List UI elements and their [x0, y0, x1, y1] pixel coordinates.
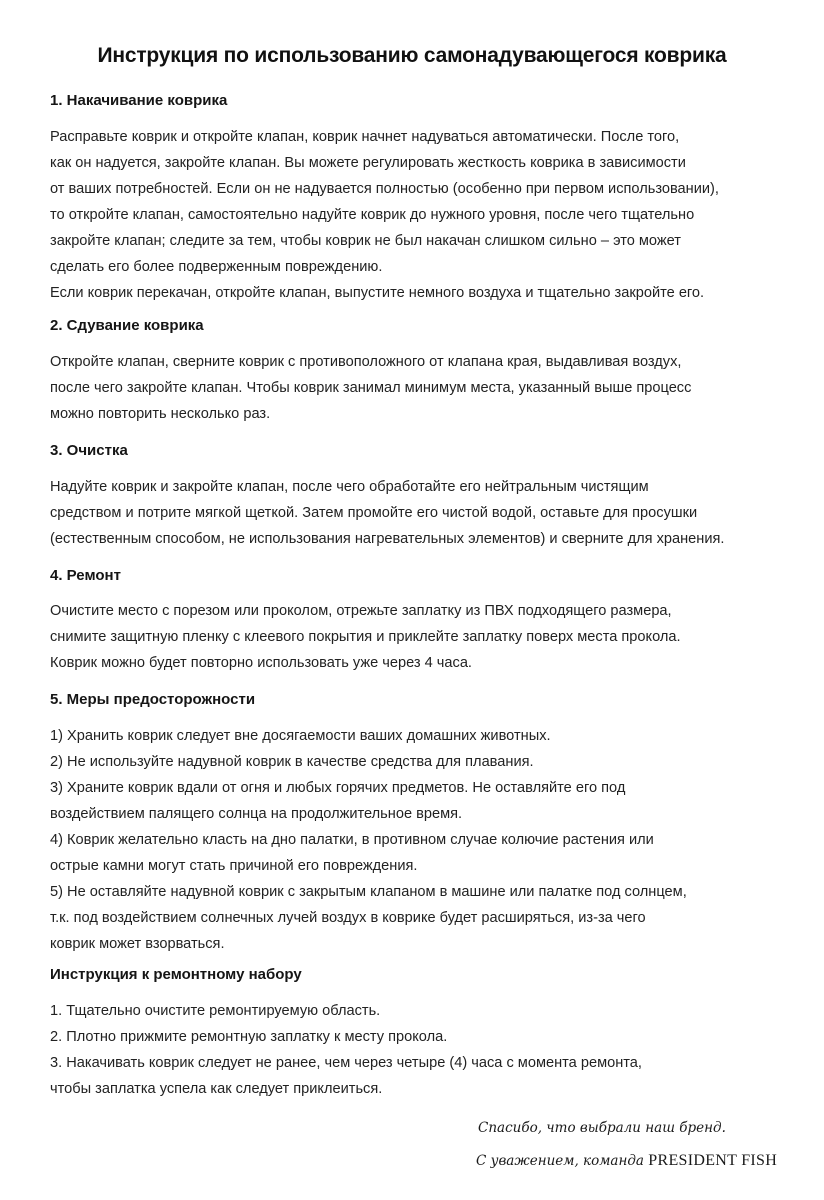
text-line: Расправьте коврик и откройте клапан, коврик начнет надуваться автоматически. После того, — [50, 129, 680, 145]
text-line: как он надуется, закройте клапан. Вы можете регулировать жесткость коврика в зависимости — [50, 155, 686, 171]
list-item: 2. Плотно прижмите ремонтную заплатку к месту прокола. — [50, 1029, 448, 1045]
section-text-inflating — [50, 124, 810, 306]
signature-regards-text: С уважением, команда — [476, 1153, 644, 1169]
text-line: снимите защитную пленку с клеевого покрытия и приклейте заплатку поверх места прокола. — [50, 629, 681, 645]
text-line: Откройте клапан, сверните коврик с противоположного от клапана края, выдавливая воздух, — [50, 354, 682, 370]
text-line: от ваших потребностей. Если он не надувается полностью (особенно при первом использовании), — [50, 181, 719, 197]
section-heading-deflating: 2. Сдувание коврика — [50, 317, 204, 334]
section-heading-precautions: 5. Меры предосторожности — [50, 691, 256, 708]
section-text-precautions — [50, 723, 810, 957]
section-heading-repair: 4. Ремонт — [50, 567, 121, 584]
list-item: 4) Коврик желательно класть на дно палатки, в противном случае колючие растения или — [50, 832, 654, 848]
text-line: закройте клапан; следите за тем, чтобы коврик не был накачан слишком сильно – это может — [50, 233, 681, 249]
text-line: Очистите место с порезом или проколом, отрежьте заплатку из ПВХ подходящего размера, — [50, 603, 672, 619]
text-line: после чего закройте клапан. Чтобы коврик занимал минимум места, указанный выше процесс — [50, 380, 692, 396]
list-item: 3. Накачивать коврик следует не ранее, чем через четыре (4) часа с момента ремонта, — [50, 1055, 642, 1071]
list-item: 2) Не используйте надувной коврик в качестве средства для плавания. — [50, 754, 534, 770]
list-item: 5) Не оставляйте надувной коврик с закрытым клапаном в машине или палатке под солнцем, — [50, 884, 687, 900]
list-item: воздействием палящего солнца на продолжительное время. — [50, 806, 463, 822]
section-text-repair — [50, 598, 810, 676]
list-item: 1) Хранить коврик следует вне досягаемости ваших домашних животных. — [50, 728, 551, 744]
text-line: сделать его более подверженным повреждению. — [50, 259, 383, 275]
list-item: чтобы заплатка успела как следует приклеиться. — [50, 1081, 383, 1097]
list-item: 3) Храните коврик вдали от огня и любых горячих предметов. Не оставляйте его под — [50, 780, 626, 796]
section-text-cleaning — [50, 474, 810, 552]
text-line: (естественным способом, не использования нагревательных элементов) и сверните для хранения. — [50, 531, 725, 547]
text-line: средством и потрите мягкой щеткой. Затем промойте его чистой водой, оставьте для просушки — [50, 505, 698, 521]
text-line: Надуйте коврик и закройте клапан, после чего обработайте его нейтральным чистящим — [50, 479, 649, 495]
section-text-repair-kit — [50, 998, 810, 1102]
text-line: то откройте клапан, самостоятельно надуйте коврик до нужного уровня, после чего тщательно — [50, 207, 695, 223]
text-line: Если коврик перекачан, откройте клапан, выпустите немного воздуха и тщательно закройте его. — [50, 285, 705, 301]
section-heading-repair-kit: Инструкция к ремонтному набору — [50, 966, 302, 983]
signature-thanks: Спасибо, что выбрали наш бренд. — [478, 1120, 726, 1136]
page-title: Инструкция по использованию самонадувающегося коврика — [97, 44, 727, 67]
section-text-deflating — [50, 349, 810, 427]
text-line: можно повторить несколько раз. — [50, 406, 271, 422]
text-line: Коврик можно будет повторно использовать уже через 4 часа. — [50, 655, 472, 671]
brand-name: PRESIDENT FISH — [648, 1152, 778, 1169]
section-heading-inflating: 1. Накачивание коврика — [50, 92, 228, 109]
list-item: т.к. под воздействием солнечных лучей воздух в коврике будет расширяться, из-за чего — [50, 910, 646, 926]
section-heading-cleaning: 3. Очистка — [50, 442, 128, 459]
list-item: 1. Тщательно очистите ремонтируемую область. — [50, 1003, 381, 1019]
list-item: коврик может взорваться. — [50, 936, 225, 952]
signature-regards — [476, 1152, 777, 1170]
list-item: острые камни могут стать причиной его повреждения. — [50, 858, 418, 874]
